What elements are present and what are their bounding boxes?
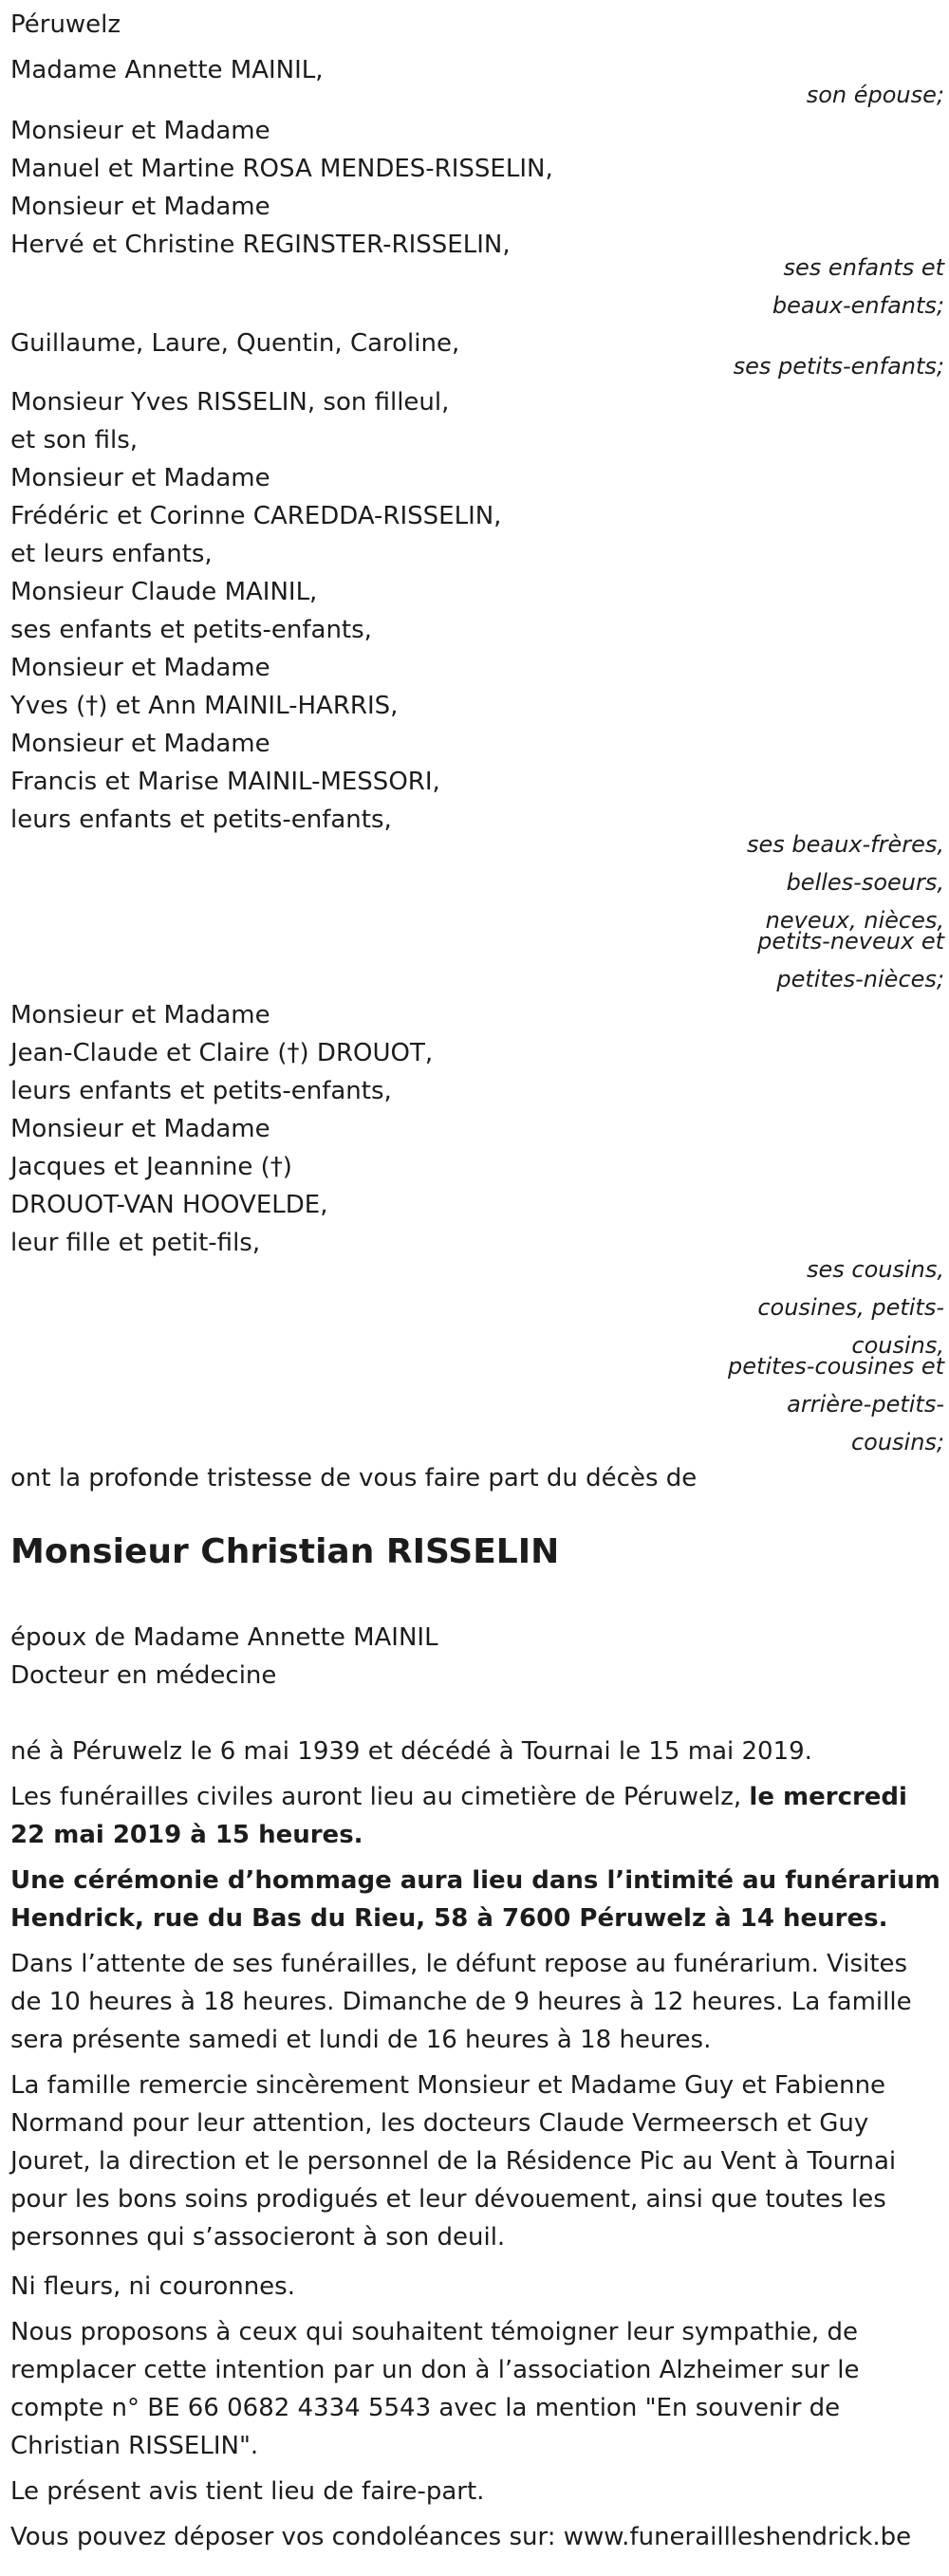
funeral-date: le mercredi 22 mai 2019 à 15 heures. [10, 1783, 907, 1849]
profession-line: Docteur en médecine [10, 1661, 277, 1690]
family-line: Yves (†) et Ann MAINIL-HARRIS, [10, 692, 399, 720]
family-line: leurs enfants et petits-enfants, [10, 806, 392, 834]
family-line: Guillaume, Laure, Quentin, Caroline, [10, 329, 460, 358]
condolences-paragraph: Vous pouvez déposer vos condoléances sur: www.funeraillleshendrick.be [10, 2523, 912, 2551]
family-line: Monsieur et Madame [10, 730, 270, 758]
thanks-paragraph: La famille remercie sincèrement Monsieur et Madame Guy et Fabienne Normand pour leur attention, les docteurs Claude Vermeersch et Guy Jouret, la direction et le personnel de la Résidence Pic au Vent à Tournai pour les bons soins prodigués et leur dévouement, ainsi que toutes les personnes qui s’associeront à son deuil. [10, 2071, 897, 2252]
relation-label: cousins; [850, 1429, 944, 1455]
spouse-line: époux de Madame Annette MAINIL [10, 1623, 438, 1652]
donation-paragraph: Nous proposons à ceux qui souhaitent témoigner leur sympathie, de remplacer cette intention par un don à l’association Alzheimer sur le compte n° BE 66 0682 4334 5543 avec la mention "En souvenir de Christian RISSELIN". [10, 2318, 860, 2460]
family-line: Monsieur et Madame [10, 654, 270, 682]
announcement-text: ont la profonde tristesse de vous faire part du décès de [10, 1464, 698, 1492]
relation-label: petites-nièces; [776, 966, 944, 992]
ceremony-paragraph: Une cérémonie d’hommage aura lieu dans l’intimité au funérarium Hendrick, rue du Bas du Rieu, 58 à 7600 Péruwelz à 14 heures. [10, 1866, 940, 1933]
family-line: Monsieur et Madame [10, 1115, 270, 1143]
family-line: Monsieur Claude MAINIL, [10, 578, 318, 606]
visits-paragraph: Dans l’attente de ses funérailles, le défunt repose au funérarium. Visites de 10 heures à 18 heures. Dimanche de 9 heures à 12 heures. La famille sera présente samedi et lundi de 16 heures à 18 heures. [10, 1950, 912, 2054]
relation-label: petites-cousines et [728, 1353, 944, 1380]
family-line: leurs enfants et petits-enfants, [10, 1077, 392, 1105]
birth-death-paragraph: né à Péruwelz le 6 mai 1939 et décédé à Tournai le 15 mai 2019. [10, 1737, 812, 1766]
family-line: Madame Annette MAINIL, [10, 56, 324, 84]
family-line: Hervé et Christine REGINSTER-RISSELIN, [10, 231, 511, 259]
relation-label: ses petits-enfants; [733, 353, 944, 380]
relation-label: petits-neveux et [757, 928, 944, 954]
family-line: Jacques et Jeannine (†) [10, 1153, 292, 1181]
family-line: Monsieur et Madame [10, 117, 270, 145]
relation-label: cousines, petits- [757, 1294, 944, 1321]
notice-paragraph: Le présent avis tient lieu de faire-part. [10, 2477, 485, 2506]
relation-label: ses beaux-frères, [746, 831, 944, 858]
family-line: DROUOT-VAN HOOVELDE, [10, 1191, 328, 1219]
family-line: Monsieur et Madame [10, 464, 270, 492]
relation-label: belles-soeurs, [786, 869, 944, 896]
relation-label: cousins, [851, 1332, 944, 1359]
family-line: leur fille et petit-fils, [10, 1229, 261, 1257]
family-line: ses enfants et petits-enfants, [10, 616, 372, 644]
no-flowers-paragraph: Ni fleurs, ni couronnes. [10, 2272, 295, 2301]
relation-label: beaux-enfants; [772, 292, 944, 319]
funeral-text: Les funérailles civiles auront lieu au cimetière de Péruwelz, [10, 1783, 750, 1811]
family-line: et son fils, [10, 426, 139, 454]
family-line: Francis et Marise MAINIL-MESSORI, [10, 768, 440, 796]
family-line: Frédéric et Corinne CAREDDA-RISSELIN, [10, 502, 502, 530]
funeral-paragraph [10, 1778, 940, 1854]
place-heading: Péruwelz [10, 10, 121, 39]
relation-label: arrière-petits- [787, 1391, 944, 1418]
relation-label: neveux, nièces, [765, 907, 944, 934]
family-line: Manuel et Martine ROSA MENDES-RISSELIN, [10, 155, 553, 183]
relation-label: ses enfants et [783, 254, 944, 281]
family-line: Monsieur et Madame [10, 1001, 270, 1029]
family-line: Monsieur et Madame [10, 193, 270, 221]
relation-label: ses cousins, [806, 1256, 944, 1283]
family-line: et leurs enfants, [10, 540, 213, 568]
family-line: Jean-Claude et Claire (†) DROUOT, [10, 1039, 434, 1067]
deceased-name: Monsieur Christian RISSELIN [10, 1532, 560, 1571]
relation-label: son épouse; [806, 82, 944, 108]
family-line: Monsieur Yves RISSELIN, son filleul, [10, 388, 450, 417]
